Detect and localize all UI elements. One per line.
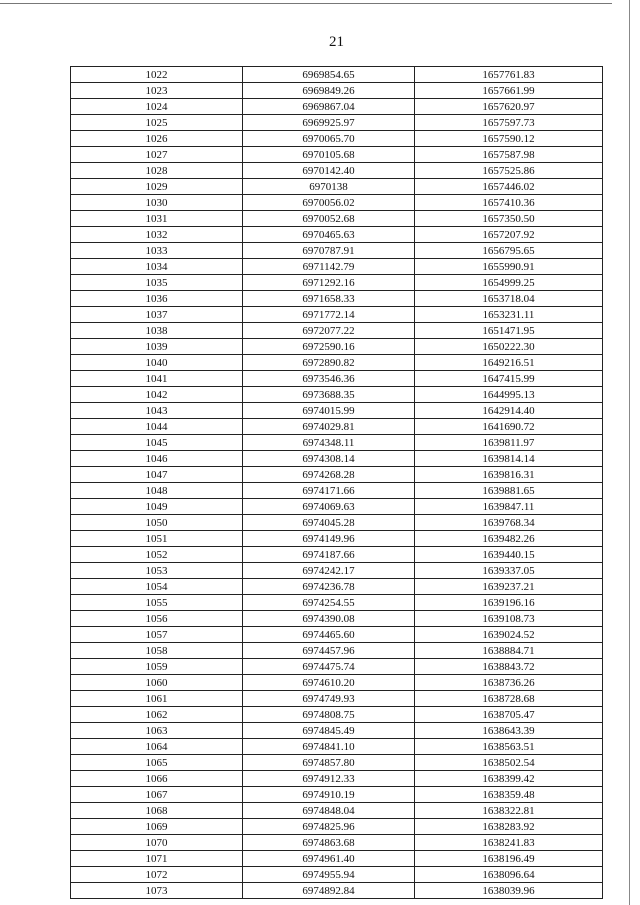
table-row bbox=[71, 819, 603, 835]
y-coordinate-cell: 1638322.81 bbox=[415, 803, 603, 819]
table-row bbox=[71, 611, 603, 627]
y-coordinate-cell: 1649216.51 bbox=[415, 355, 603, 371]
x-coordinate-cell: 6974045.28 bbox=[243, 515, 415, 531]
y-coordinate-cell: 1638196.49 bbox=[415, 851, 603, 867]
x-coordinate-cell: 6969925.97 bbox=[243, 115, 415, 131]
x-coordinate-cell: 6974236.78 bbox=[243, 579, 415, 595]
table-row bbox=[71, 115, 603, 131]
point-number-cell: 1049 bbox=[71, 499, 243, 515]
point-number-cell: 1041 bbox=[71, 371, 243, 387]
coordinates-table-body bbox=[71, 67, 603, 899]
table-row bbox=[71, 131, 603, 147]
point-number-cell: 1051 bbox=[71, 531, 243, 547]
x-coordinate-cell: 6970465.63 bbox=[243, 227, 415, 243]
y-coordinate-cell: 1653231.11 bbox=[415, 307, 603, 323]
x-coordinate-cell: 6971142.79 bbox=[243, 259, 415, 275]
table-row bbox=[71, 355, 603, 371]
y-coordinate-cell: 1638502.54 bbox=[415, 755, 603, 771]
point-number-cell: 1056 bbox=[71, 611, 243, 627]
table-row bbox=[71, 195, 603, 211]
y-coordinate-cell: 1654999.25 bbox=[415, 275, 603, 291]
table-row bbox=[71, 259, 603, 275]
x-coordinate-cell: 6974808.75 bbox=[243, 707, 415, 723]
table-row bbox=[71, 835, 603, 851]
y-coordinate-cell: 1641690.72 bbox=[415, 419, 603, 435]
x-coordinate-cell: 6974348.11 bbox=[243, 435, 415, 451]
y-coordinate-cell: 1639108.73 bbox=[415, 611, 603, 627]
point-number-cell: 1058 bbox=[71, 643, 243, 659]
x-coordinate-cell: 6974268.28 bbox=[243, 467, 415, 483]
y-coordinate-cell: 1638283.92 bbox=[415, 819, 603, 835]
table-row bbox=[71, 499, 603, 515]
point-number-cell: 1069 bbox=[71, 819, 243, 835]
table-row bbox=[71, 723, 603, 739]
point-number-cell: 1024 bbox=[71, 99, 243, 115]
y-coordinate-cell: 1657207.92 bbox=[415, 227, 603, 243]
table-row bbox=[71, 883, 603, 899]
point-number-cell: 1037 bbox=[71, 307, 243, 323]
table-row bbox=[71, 659, 603, 675]
y-coordinate-cell: 1639847.11 bbox=[415, 499, 603, 515]
point-number-cell: 1063 bbox=[71, 723, 243, 739]
table-row bbox=[71, 675, 603, 691]
y-coordinate-cell: 1639237.21 bbox=[415, 579, 603, 595]
x-coordinate-cell: 6974610.20 bbox=[243, 675, 415, 691]
point-number-cell: 1060 bbox=[71, 675, 243, 691]
x-coordinate-cell: 6974863.68 bbox=[243, 835, 415, 851]
table-row bbox=[71, 307, 603, 323]
table-row bbox=[71, 451, 603, 467]
table-row bbox=[71, 435, 603, 451]
table-row bbox=[71, 707, 603, 723]
y-coordinate-cell: 1647415.99 bbox=[415, 371, 603, 387]
x-coordinate-cell: 6970105.68 bbox=[243, 147, 415, 163]
y-coordinate-cell: 1639814.14 bbox=[415, 451, 603, 467]
table-row bbox=[71, 83, 603, 99]
x-coordinate-cell: 6974015.99 bbox=[243, 403, 415, 419]
y-coordinate-cell: 1638884.71 bbox=[415, 643, 603, 659]
table-row bbox=[71, 419, 603, 435]
table-row bbox=[71, 147, 603, 163]
y-coordinate-cell: 1655990.91 bbox=[415, 259, 603, 275]
point-number-cell: 1038 bbox=[71, 323, 243, 339]
x-coordinate-cell: 6974465.60 bbox=[243, 627, 415, 643]
point-number-cell: 1026 bbox=[71, 131, 243, 147]
point-number-cell: 1047 bbox=[71, 467, 243, 483]
table-row bbox=[71, 67, 603, 83]
point-number-cell: 1031 bbox=[71, 211, 243, 227]
x-coordinate-cell: 6969854.65 bbox=[243, 67, 415, 83]
x-coordinate-cell: 6974961.40 bbox=[243, 851, 415, 867]
scan-right-edge bbox=[629, 0, 630, 905]
x-coordinate-cell: 6974187.66 bbox=[243, 547, 415, 563]
point-number-cell: 1062 bbox=[71, 707, 243, 723]
point-number-cell: 1071 bbox=[71, 851, 243, 867]
point-number-cell: 1050 bbox=[71, 515, 243, 531]
y-coordinate-cell: 1638843.72 bbox=[415, 659, 603, 675]
table-row bbox=[71, 867, 603, 883]
table-row bbox=[71, 211, 603, 227]
point-number-cell: 1054 bbox=[71, 579, 243, 595]
table-row bbox=[71, 371, 603, 387]
coordinates-table bbox=[70, 66, 603, 899]
table-row bbox=[71, 291, 603, 307]
table-row bbox=[71, 771, 603, 787]
y-coordinate-cell: 1638241.83 bbox=[415, 835, 603, 851]
x-coordinate-cell: 6971772.14 bbox=[243, 307, 415, 323]
x-coordinate-cell: 6974857.80 bbox=[243, 755, 415, 771]
table-row bbox=[71, 803, 603, 819]
y-coordinate-cell: 1639768.34 bbox=[415, 515, 603, 531]
y-coordinate-cell: 1657761.83 bbox=[415, 67, 603, 83]
x-coordinate-cell: 6972890.82 bbox=[243, 355, 415, 371]
x-coordinate-cell: 6973546.36 bbox=[243, 371, 415, 387]
table-row bbox=[71, 515, 603, 531]
point-number-cell: 1027 bbox=[71, 147, 243, 163]
table-row bbox=[71, 99, 603, 115]
x-coordinate-cell: 6970056.02 bbox=[243, 195, 415, 211]
table-row bbox=[71, 163, 603, 179]
y-coordinate-cell: 1638736.26 bbox=[415, 675, 603, 691]
point-number-cell: 1067 bbox=[71, 787, 243, 803]
x-coordinate-cell: 6974848.04 bbox=[243, 803, 415, 819]
table-row bbox=[71, 627, 603, 643]
x-coordinate-cell: 6972077.22 bbox=[243, 323, 415, 339]
y-coordinate-cell: 1642914.40 bbox=[415, 403, 603, 419]
y-coordinate-cell: 1638399.42 bbox=[415, 771, 603, 787]
table-row bbox=[71, 739, 603, 755]
page-number: 21 bbox=[329, 34, 344, 50]
y-coordinate-cell: 1657661.99 bbox=[415, 83, 603, 99]
y-coordinate-cell: 1644995.13 bbox=[415, 387, 603, 403]
x-coordinate-cell: 6970142.40 bbox=[243, 163, 415, 179]
y-coordinate-cell: 1638705.47 bbox=[415, 707, 603, 723]
table-row bbox=[71, 387, 603, 403]
table-row bbox=[71, 227, 603, 243]
y-coordinate-cell: 1657587.98 bbox=[415, 147, 603, 163]
table-row bbox=[71, 643, 603, 659]
point-number-cell: 1052 bbox=[71, 547, 243, 563]
x-coordinate-cell: 6973688.35 bbox=[243, 387, 415, 403]
x-coordinate-cell: 6974825.96 bbox=[243, 819, 415, 835]
y-coordinate-cell: 1638096.64 bbox=[415, 867, 603, 883]
point-number-cell: 1023 bbox=[71, 83, 243, 99]
point-number-cell: 1045 bbox=[71, 435, 243, 451]
table-row bbox=[71, 179, 603, 195]
point-number-cell: 1035 bbox=[71, 275, 243, 291]
point-number-cell: 1044 bbox=[71, 419, 243, 435]
table-row bbox=[71, 579, 603, 595]
point-number-cell: 1048 bbox=[71, 483, 243, 499]
y-coordinate-cell: 1639024.52 bbox=[415, 627, 603, 643]
x-coordinate-cell: 6972590.16 bbox=[243, 339, 415, 355]
y-coordinate-cell: 1657620.97 bbox=[415, 99, 603, 115]
point-number-cell: 1066 bbox=[71, 771, 243, 787]
point-number-cell: 1053 bbox=[71, 563, 243, 579]
y-coordinate-cell: 1657350.50 bbox=[415, 211, 603, 227]
table-row bbox=[71, 547, 603, 563]
y-coordinate-cell: 1639337.05 bbox=[415, 563, 603, 579]
y-coordinate-cell: 1639482.26 bbox=[415, 531, 603, 547]
point-number-cell: 1033 bbox=[71, 243, 243, 259]
table-row bbox=[71, 595, 603, 611]
point-number-cell: 1039 bbox=[71, 339, 243, 355]
point-number-cell: 1034 bbox=[71, 259, 243, 275]
table-row bbox=[71, 403, 603, 419]
x-coordinate-cell: 6970052.68 bbox=[243, 211, 415, 227]
table-row bbox=[71, 275, 603, 291]
x-coordinate-cell: 6974955.94 bbox=[243, 867, 415, 883]
point-number-cell: 1032 bbox=[71, 227, 243, 243]
table-row bbox=[71, 787, 603, 803]
x-coordinate-cell: 6974069.63 bbox=[243, 499, 415, 515]
y-coordinate-cell: 1657597.73 bbox=[415, 115, 603, 131]
y-coordinate-cell: 1650222.30 bbox=[415, 339, 603, 355]
y-coordinate-cell: 1639816.31 bbox=[415, 467, 603, 483]
y-coordinate-cell: 1639881.65 bbox=[415, 483, 603, 499]
table-row bbox=[71, 563, 603, 579]
point-number-cell: 1070 bbox=[71, 835, 243, 851]
point-number-cell: 1061 bbox=[71, 691, 243, 707]
table-row bbox=[71, 531, 603, 547]
x-coordinate-cell: 6969867.04 bbox=[243, 99, 415, 115]
table-row bbox=[71, 755, 603, 771]
y-coordinate-cell: 1638563.51 bbox=[415, 739, 603, 755]
point-number-cell: 1043 bbox=[71, 403, 243, 419]
x-coordinate-cell: 6974457.96 bbox=[243, 643, 415, 659]
point-number-cell: 1025 bbox=[71, 115, 243, 131]
x-coordinate-cell: 6974841.10 bbox=[243, 739, 415, 755]
table-row bbox=[71, 339, 603, 355]
y-coordinate-cell: 1657525.86 bbox=[415, 163, 603, 179]
point-number-cell: 1042 bbox=[71, 387, 243, 403]
y-coordinate-cell: 1653718.04 bbox=[415, 291, 603, 307]
x-coordinate-cell: 6970787.91 bbox=[243, 243, 415, 259]
point-number-cell: 1057 bbox=[71, 627, 243, 643]
table-row bbox=[71, 483, 603, 499]
x-coordinate-cell: 6970138 bbox=[243, 179, 415, 195]
point-number-cell: 1028 bbox=[71, 163, 243, 179]
y-coordinate-cell: 1638643.39 bbox=[415, 723, 603, 739]
x-coordinate-cell: 6974242.17 bbox=[243, 563, 415, 579]
x-coordinate-cell: 6970065.70 bbox=[243, 131, 415, 147]
point-number-cell: 1068 bbox=[71, 803, 243, 819]
point-number-cell: 1030 bbox=[71, 195, 243, 211]
x-coordinate-cell: 6974254.55 bbox=[243, 595, 415, 611]
table-row bbox=[71, 691, 603, 707]
x-coordinate-cell: 6974390.08 bbox=[243, 611, 415, 627]
x-coordinate-cell: 6974910.19 bbox=[243, 787, 415, 803]
x-coordinate-cell: 6974912.33 bbox=[243, 771, 415, 787]
table-row bbox=[71, 467, 603, 483]
x-coordinate-cell: 6974475.74 bbox=[243, 659, 415, 675]
x-coordinate-cell: 6974749.93 bbox=[243, 691, 415, 707]
x-coordinate-cell: 6974308.14 bbox=[243, 451, 415, 467]
y-coordinate-cell: 1657410.36 bbox=[415, 195, 603, 211]
x-coordinate-cell: 6969849.26 bbox=[243, 83, 415, 99]
x-coordinate-cell: 6974149.96 bbox=[243, 531, 415, 547]
y-coordinate-cell: 1639811.97 bbox=[415, 435, 603, 451]
scan-top-edge bbox=[0, 3, 612, 4]
point-number-cell: 1055 bbox=[71, 595, 243, 611]
x-coordinate-cell: 6974845.49 bbox=[243, 723, 415, 739]
point-number-cell: 1040 bbox=[71, 355, 243, 371]
point-number-cell: 1059 bbox=[71, 659, 243, 675]
y-coordinate-cell: 1657446.02 bbox=[415, 179, 603, 195]
y-coordinate-cell: 1656795.65 bbox=[415, 243, 603, 259]
table-row bbox=[71, 243, 603, 259]
point-number-cell: 1073 bbox=[71, 883, 243, 899]
point-number-cell: 1072 bbox=[71, 867, 243, 883]
x-coordinate-cell: 6971292.16 bbox=[243, 275, 415, 291]
y-coordinate-cell: 1651471.95 bbox=[415, 323, 603, 339]
y-coordinate-cell: 1638359.48 bbox=[415, 787, 603, 803]
y-coordinate-cell: 1638039.96 bbox=[415, 883, 603, 899]
x-coordinate-cell: 6974029.81 bbox=[243, 419, 415, 435]
y-coordinate-cell: 1638728.68 bbox=[415, 691, 603, 707]
y-coordinate-cell: 1639196.16 bbox=[415, 595, 603, 611]
point-number-cell: 1036 bbox=[71, 291, 243, 307]
point-number-cell: 1022 bbox=[71, 67, 243, 83]
point-number-cell: 1065 bbox=[71, 755, 243, 771]
x-coordinate-cell: 6971658.33 bbox=[243, 291, 415, 307]
y-coordinate-cell: 1657590.12 bbox=[415, 131, 603, 147]
point-number-cell: 1064 bbox=[71, 739, 243, 755]
y-coordinate-cell: 1639440.15 bbox=[415, 547, 603, 563]
point-number-cell: 1029 bbox=[71, 179, 243, 195]
point-number-cell: 1046 bbox=[71, 451, 243, 467]
x-coordinate-cell: 6974171.66 bbox=[243, 483, 415, 499]
table-row bbox=[71, 851, 603, 867]
table-row bbox=[71, 323, 603, 339]
x-coordinate-cell: 6974892.84 bbox=[243, 883, 415, 899]
